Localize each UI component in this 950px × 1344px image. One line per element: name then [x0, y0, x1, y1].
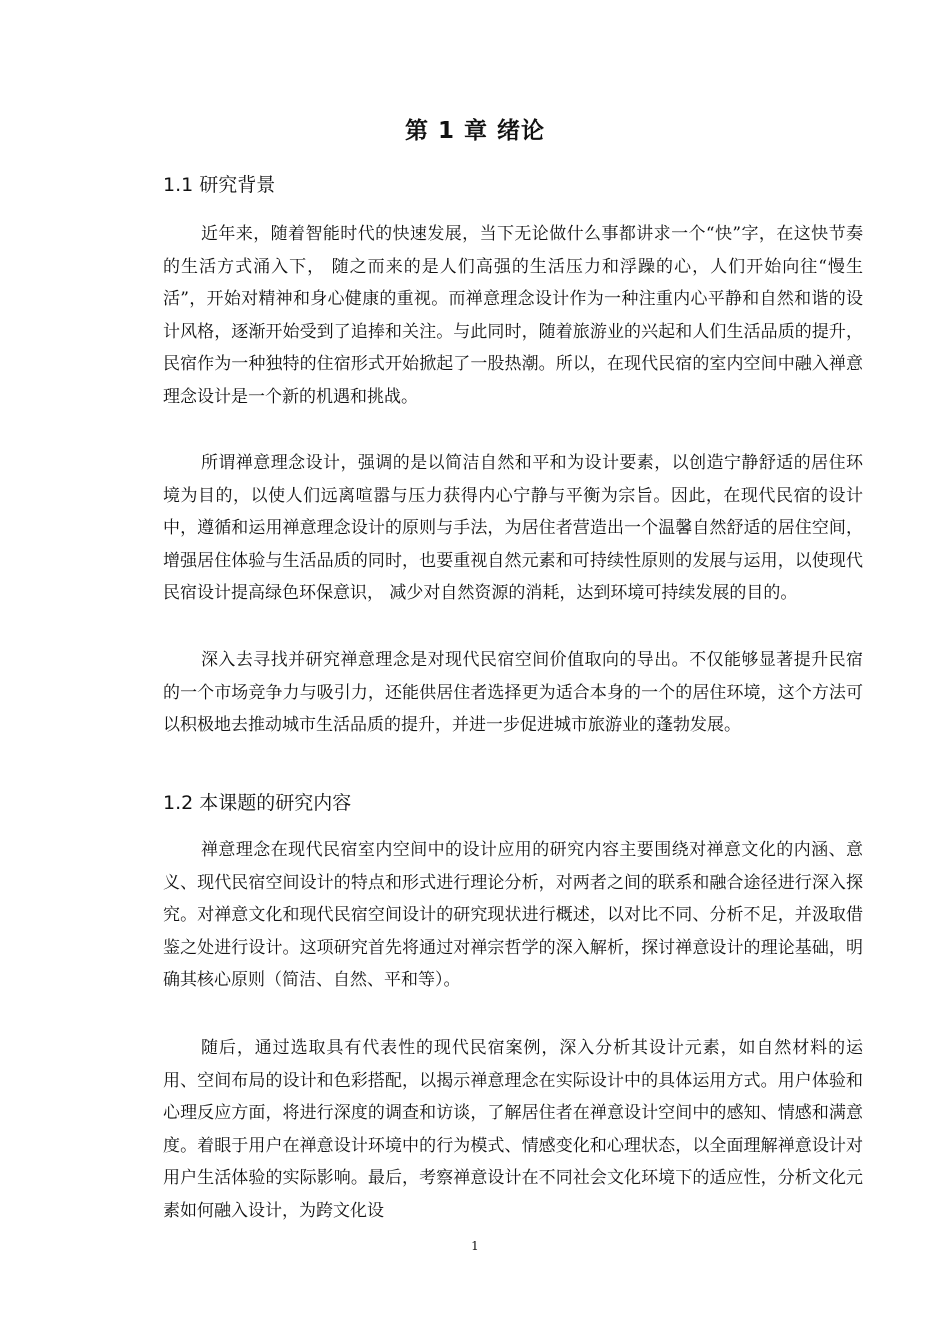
- paragraph-content-1: 禅意理念在现代民宿室内空间中的设计应用的研究内容主要围绕对禅意文化的内涵、意义、现代民宿空间设计的特点和形式进行理论分析，对两者之间的联系和融合途径进行深入探究。对禅意文化和现代民宿空间设计的研究现状进行概述，以对比不同、分析不足，并汲取借鉴之处进行设计。这项研究首先将通过对禅宗哲学的深入解析，探讨禅意设计的理论基础，明确其核心原则（简洁、自然、平和等）。: [163, 840, 863, 991]
- page-number: 1: [471, 1239, 479, 1253]
- paragraph-background-1: 近年来，随着智能时代的快速发展，当下无论做什么事都讲求一个“快”字，在这快节奏的生活方式涌入下， 随之而来的是人们高强的生活压力和浮躁的心，人们开始向往“慢生活”，开始对精神和身心健康的重视。而禅意理念设计作为一种注重内心平静和自然和谐的设计风格，逐渐开始受到了追捧和关注。与此同时，随着旅游业的兴起和人们生活品质的提升，民宿作为一种独特的住宿形式开始掀起了一股热潮。所以，在现代民宿的室内空间中融入禅意理念设计是一个新的机遇和挑战。: [163, 224, 863, 407]
- section-heading-1-2: 1.2 本课题的研究内容: [163, 792, 352, 814]
- paragraph-background-3: 深入去寻找并研究禅意理念是对现代民宿空间价值取向的导出。不仅能够显著提升民宿的一个市场竞争力与吸引力，还能供居住者选择更为适合本身的一个的居住环境，这个方法可以积极地去推动城市生活品质的提升，并进一步促进城市旅游业的蓬勃发展。: [163, 650, 863, 736]
- chapter-title: 第 1 章 绪论: [404, 118, 546, 144]
- section-heading-1-1: 1.1 研究背景: [163, 174, 276, 196]
- paragraph-background-2: 所谓禅意理念设计，强调的是以简洁自然和平和为设计要素，以创造宁静舒适的居住环境为目的，以使人们远离喧嚣与压力获得内心宁静与平衡为宗旨。因此，在现代民宿的设计中，遵循和运用禅意理念设计的原则与手法，为居住者营造出一个温馨自然舒适的居住空间，增强居住体验与生活品质的同时，也要重视自然元素和可持续性原则的发展与运用，以使现代民宿设计提高绿色环保意识， 减少对自然资源的消耗，达到环境可持续发展的目的。: [163, 453, 863, 604]
- paragraph-content-2: 随后，通过选取具有代表性的现代民宿案例，深入分析其设计元素，如自然材料的运用、空间布局的设计和色彩搭配，以揭示禅意理念在实际设计中的具体运用方式。用户体验和心理反应方面，将进行深度的调查和访谈，了解居住者在禅意设计空间中的感知、情感和满意度。着眼于用户在禅意设计环境中的行为模式、情感变化和心理状态，以全面理解禅意设计对用户生活体验的实际影响。最后，考察禅意设计在不同社会文化环境下的适应性，分析文化元素如何融入设计，为跨文化设: [163, 1038, 863, 1221]
